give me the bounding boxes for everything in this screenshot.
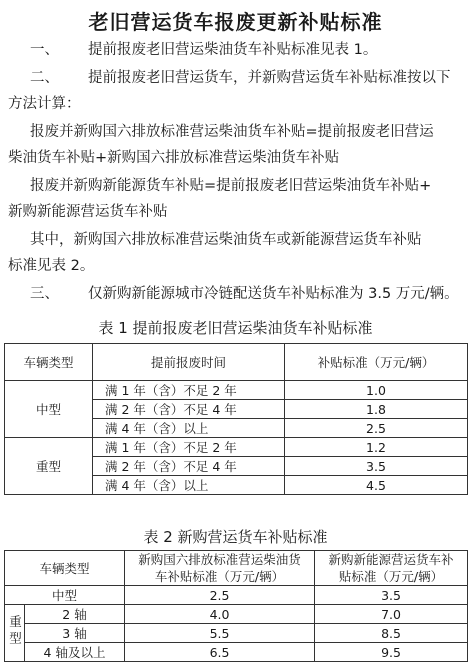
- table-2-ev-value: 8.5: [315, 624, 468, 643]
- paragraph-3: [8, 282, 468, 307]
- table-1-value: 3.5: [285, 457, 468, 476]
- table-2-header-ev-line2: 贴标准（万元/辆）: [338, 569, 444, 584]
- table-1-time: 满 4 年（含）以上: [93, 476, 285, 495]
- table-2-header-type: 车辆类型: [5, 551, 125, 586]
- table-1-value: 1.2: [285, 438, 468, 457]
- table-1-value: 1.8: [285, 400, 468, 419]
- table-2-header-ev-line1: 新购新能源营运货车补: [328, 552, 454, 567]
- table-2-caption: 表 2 新购营运货车补贴标准: [143, 528, 328, 546]
- formula-2-line2: 新购新能源营运货车补贴: [8, 204, 168, 220]
- formula-2-line1: 报废并新购新能源货车补贴=提前报废老旧营运柴油货车补贴+: [30, 178, 432, 194]
- table-2-header-diesel: [125, 551, 315, 586]
- table-2-diesel-value: 2.5: [125, 586, 315, 605]
- table-1-time: 满 2 年（含）不足 4 年: [93, 457, 285, 476]
- table-1-caption: 表 1 提前报废老旧营运柴油货车补贴标准: [98, 319, 373, 337]
- table-1-header-row: [5, 344, 468, 381]
- table-2-header-diesel-line1: 新购国六排放标准营运柴油货: [138, 552, 301, 567]
- paragraph-2-text: 提前报废老旧营运货车，并新购营运货车补贴标准按以下: [88, 70, 451, 86]
- table-2: [4, 550, 468, 662]
- table-1-value: 4.5: [285, 476, 468, 495]
- table-2-diesel-value: 6.5: [125, 643, 315, 662]
- paragraph-3-text: 仅新购新能源城市冷链配送货车补贴标准为 3.5 万元/辆。: [88, 286, 459, 302]
- table-1-header-type: 车辆类型: [5, 344, 93, 381]
- table-1-value: 1.0: [285, 381, 468, 400]
- table-row: [5, 438, 468, 457]
- paragraph-2-line2: 方法计算：: [8, 96, 81, 112]
- table-2-axle: 4 轴及以上: [25, 643, 125, 662]
- paragraph-2: [8, 66, 468, 91]
- formula-1-line1: 报废并新购国六排放标准营运柴油货车补贴=提前报废老旧营运: [30, 124, 434, 140]
- paragraph-1-number: 一、: [30, 42, 59, 58]
- table-1-time: 满 1 年（含）不足 2 年: [93, 381, 285, 400]
- table-1-time: 满 1 年（含）不足 2 年: [93, 438, 285, 457]
- table-2-axle: 2 轴: [25, 605, 125, 624]
- table-1-header-time: 提前报废时间: [93, 344, 285, 381]
- table-row: [5, 605, 468, 624]
- table-2-axle: 3 轴: [25, 624, 125, 643]
- document-title: 老旧营运货车报废更新补贴标准: [88, 10, 383, 34]
- table-1-time: 满 2 年（含）不足 4 年: [93, 400, 285, 419]
- formula-1-line2: 柴油货车补贴+新购国六排放标准营运柴油货车补贴: [8, 150, 340, 166]
- table-row: [5, 624, 468, 643]
- table-1-type-medium: 中型: [5, 381, 93, 438]
- table-row: [5, 643, 468, 662]
- table-2-ev-value: 7.0: [315, 605, 468, 624]
- table-2-diesel-value: 5.5: [125, 624, 315, 643]
- table-2-diesel-value: 4.0: [125, 605, 315, 624]
- note-line2: 标准见表 2。: [8, 258, 95, 274]
- table-1-header-subsidy: 补贴标准（万元/辆）: [285, 344, 468, 381]
- paragraph-3-number: 三、: [30, 286, 59, 302]
- table-1: [4, 343, 468, 495]
- table-1-type-heavy: 重型: [5, 438, 93, 495]
- table-2-ev-value: 3.5: [315, 586, 468, 605]
- table-2-header-ev: [315, 551, 468, 586]
- table-2-type-medium: 中型: [5, 586, 125, 605]
- table-2-type-heavy: [5, 605, 25, 662]
- paragraph-1-text: 提前报废老旧营运柴油货车补贴标准见表 1。: [88, 42, 378, 58]
- table-1-value: 2.5: [285, 419, 468, 438]
- note-line1: 其中，新购国六排放标准营运柴油货车或新能源营运货车补贴: [30, 232, 422, 248]
- table-2-ev-value: 9.5: [315, 643, 468, 662]
- paragraph-1: [8, 38, 468, 63]
- table-row: [5, 586, 468, 605]
- table-row: [5, 381, 468, 400]
- table-2-header-row: [5, 551, 468, 586]
- paragraph-2-number: 二、: [30, 70, 59, 86]
- table-1-time: 满 4 年（含）以上: [93, 419, 285, 438]
- table-2-type-heavy-label: 重型: [7, 615, 23, 648]
- table-2-header-diesel-line2: 车补贴标准（万元/辆）: [154, 569, 285, 584]
